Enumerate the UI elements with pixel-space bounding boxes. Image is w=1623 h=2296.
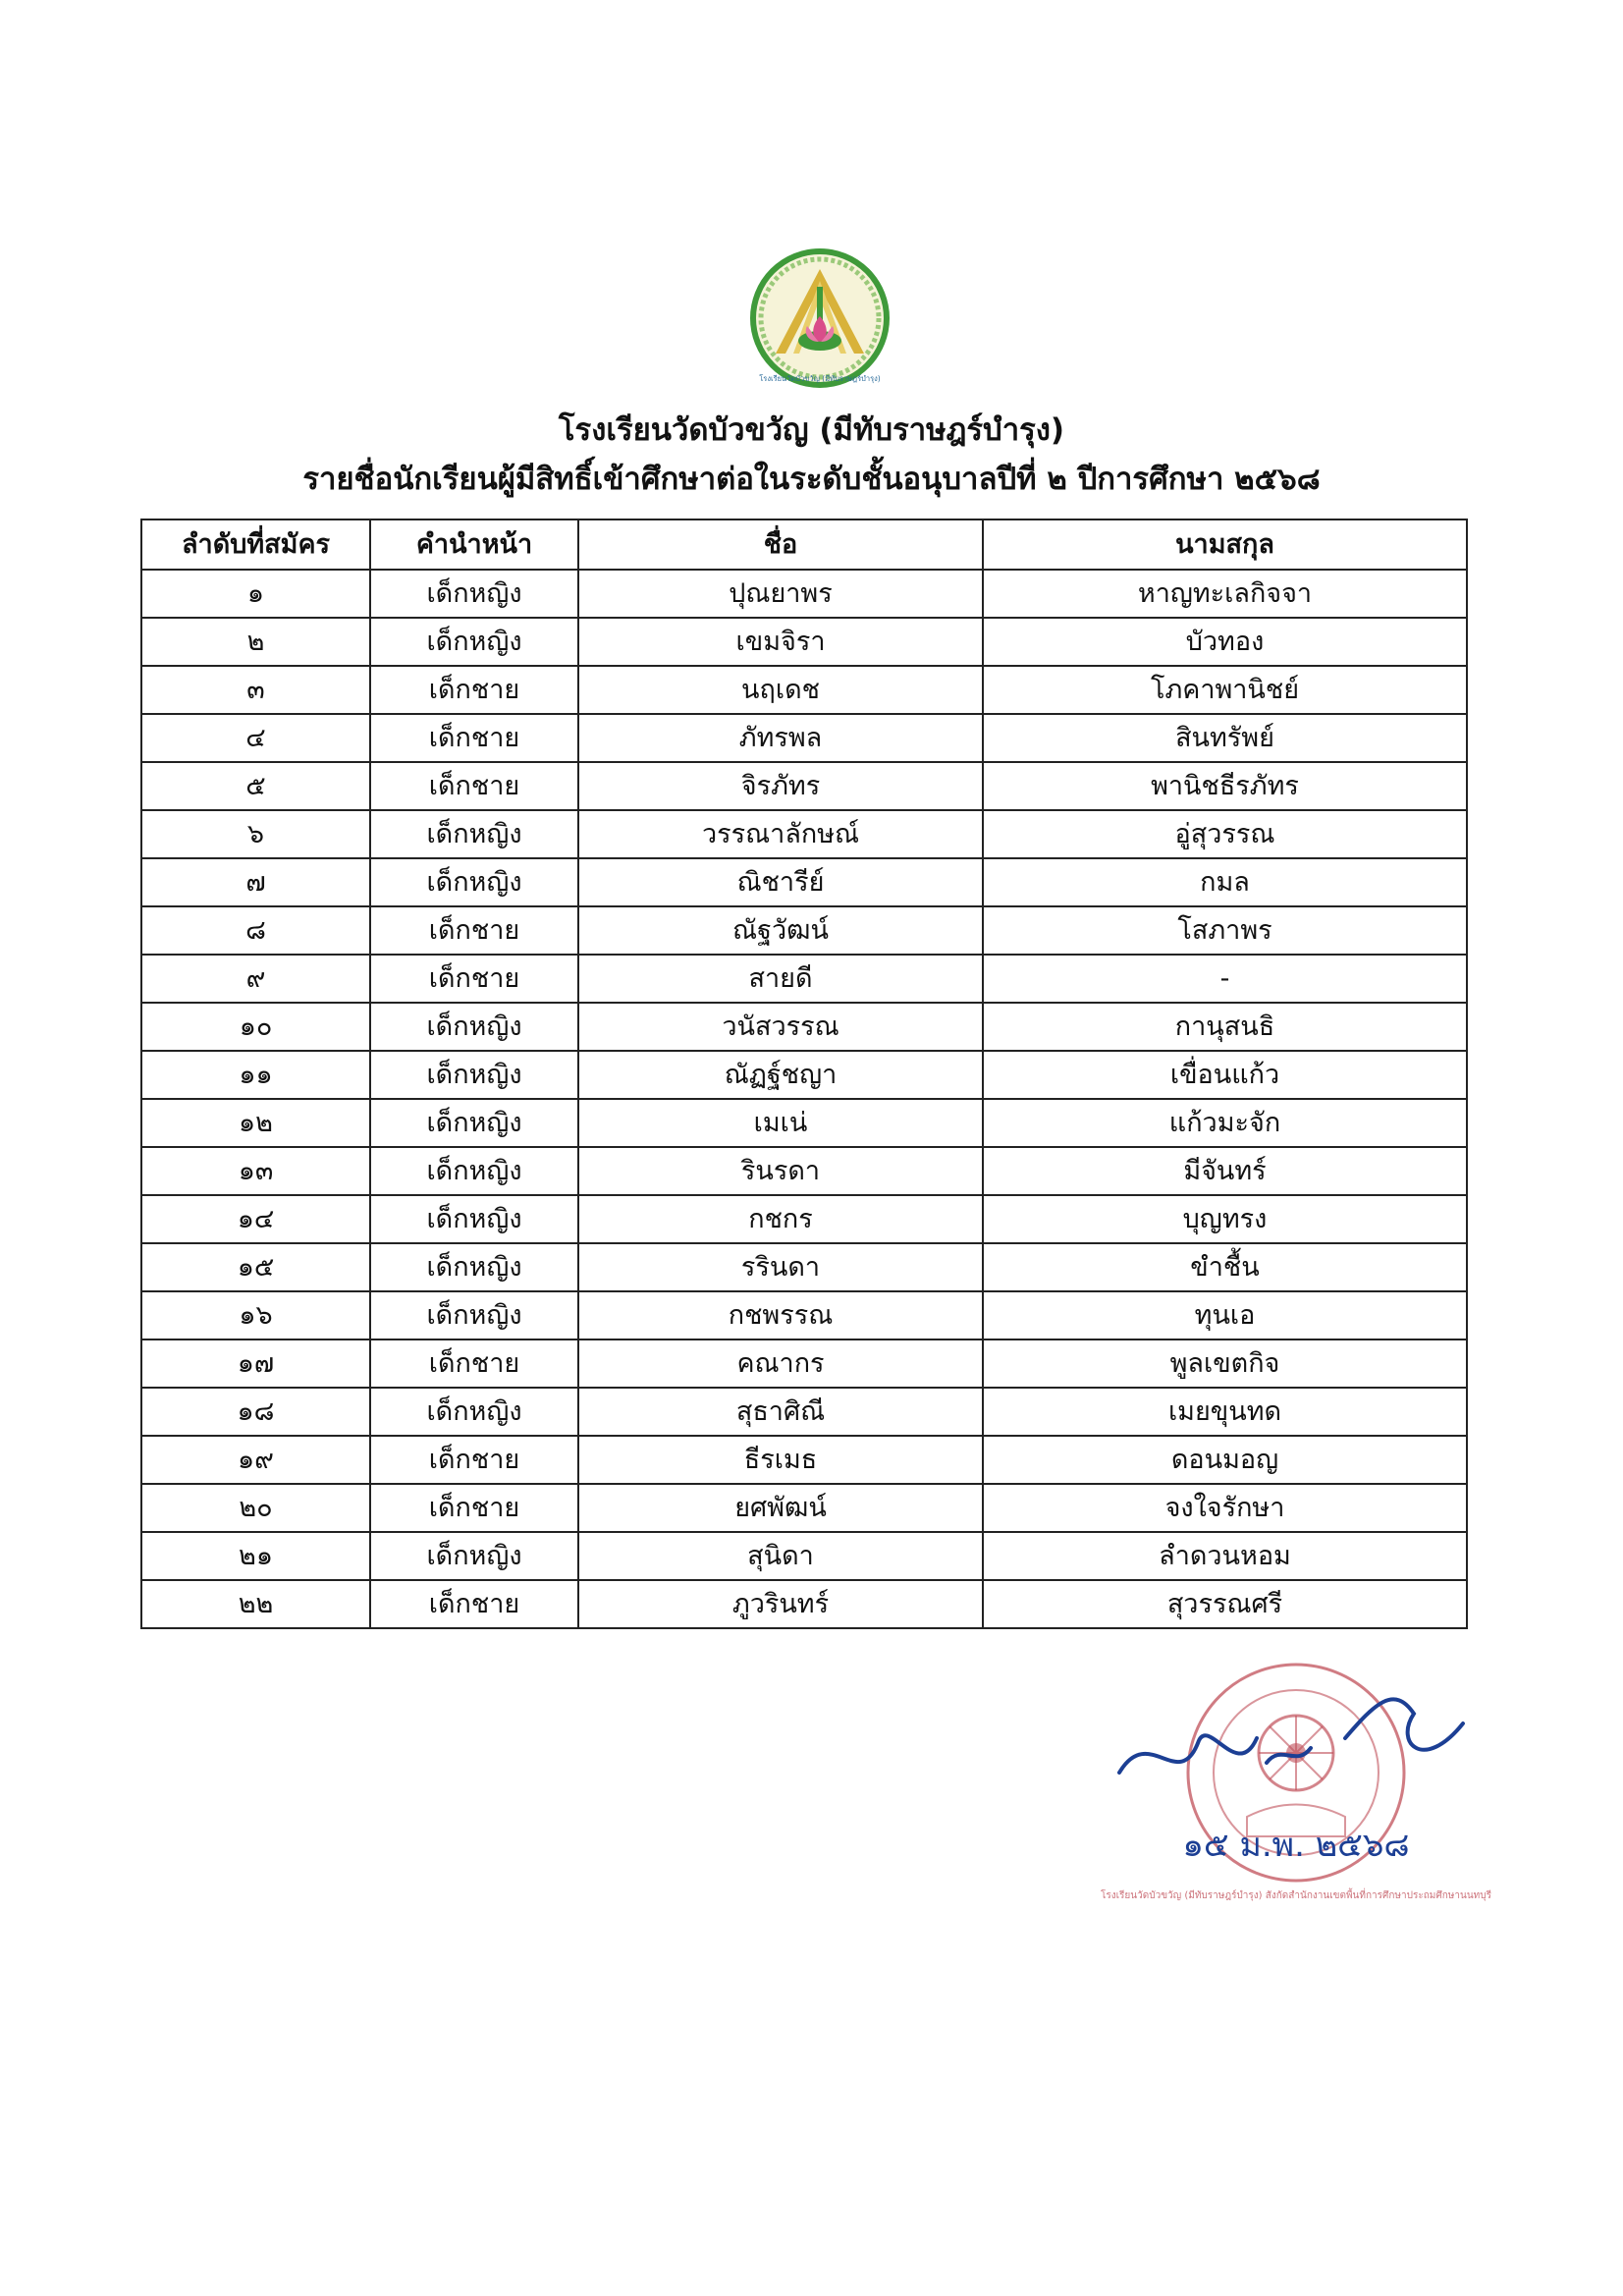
cell-order: ๒๒ [141,1580,370,1628]
table-row [141,1195,1467,1243]
cell-last-name: กานุสนธิ [983,1003,1467,1051]
cell-last-name: มีจันทร์ [983,1147,1467,1195]
cell-prefix: เด็กชาย [370,1436,578,1484]
cell-order: ๕ [141,762,370,810]
cell-last-name: บุญทรง [983,1195,1467,1243]
table-row [141,1580,1467,1628]
cell-order: ๓ [141,666,370,714]
cell-first-name: นฤเดช [578,666,983,714]
cell-prefix: เด็กหญิง [370,1532,578,1580]
table-row [141,570,1467,618]
cell-first-name: สุธาศิณี [578,1388,983,1436]
cell-first-name: จิรภัทร [578,762,983,810]
cell-order: ๑๘ [141,1388,370,1436]
student-table [140,519,1468,1629]
cell-last-name: โสภาพร [983,906,1467,955]
column-header-order: ลำดับที่สมัคร [141,519,370,570]
table-row [141,1243,1467,1291]
cell-last-name: โภคาพานิชย์ [983,666,1467,714]
cell-last-name: สินทรัพย์ [983,714,1467,762]
cell-last-name: เมยขุนทด [983,1388,1467,1436]
cell-last-name: บัวทอง [983,618,1467,666]
cell-prefix: เด็กชาย [370,1484,578,1532]
cell-first-name: ณิชารีย์ [578,858,983,906]
cell-last-name: หาญทะเลกิจจา [983,570,1467,618]
table-row [141,1436,1467,1484]
cell-first-name: ณัฐวัฒน์ [578,906,983,955]
cell-order: ๑๐ [141,1003,370,1051]
cell-order: ๑๒ [141,1099,370,1147]
cell-order: ๒๑ [141,1532,370,1580]
cell-last-name: ลำดวนหอม [983,1532,1467,1580]
table-row [141,714,1467,762]
school-name: โรงเรียนวัดบัวขวัญ (มีทับราษฎร์บำรุง) [558,412,1065,448]
cell-order: ๙ [141,955,370,1003]
cell-order: ๑๕ [141,1243,370,1291]
cell-prefix: เด็กหญิง [370,1003,578,1051]
cell-prefix: เด็กหญิง [370,810,578,858]
cell-prefix: เด็กชาย [370,714,578,762]
cell-order: ๗ [141,858,370,906]
cell-last-name: กมล [983,858,1467,906]
cell-first-name: ภัทรพล [578,714,983,762]
cell-first-name: ยศพัฒน์ [578,1484,983,1532]
cell-last-name: สุวรรณศรี [983,1580,1467,1628]
table-row [141,810,1467,858]
cell-prefix: เด็กหญิง [370,1291,578,1339]
table-body [141,570,1467,1628]
cell-prefix: เด็กชาย [370,762,578,810]
cell-order: ๑๓ [141,1147,370,1195]
table-row [141,1339,1467,1388]
cell-last-name: - [983,955,1467,1003]
table-row [141,666,1467,714]
cell-prefix: เด็กชาย [370,666,578,714]
table-row [141,1484,1467,1532]
signature-date: ๑๕ ม.พ. ๒๕๖๘ [1182,1826,1410,1865]
cell-last-name: ดอนมอญ [983,1436,1467,1484]
cell-first-name: คณากร [578,1339,983,1388]
cell-order: ๖ [141,810,370,858]
cell-first-name: วนัสวรรณ [578,1003,983,1051]
page-title: รายชื่อนักเรียนผู้มีสิทธิ์เข้าศึกษาต่อในระดับชั้นอนุบาลปีที่ ๒ ปีการศึกษา ๒๕๖๘ [302,462,1321,497]
cell-prefix: เด็กหญิง [370,1051,578,1099]
cell-last-name: พูลเขตกิจ [983,1339,1467,1388]
cell-first-name: กชกร [578,1195,983,1243]
cell-prefix: เด็กหญิง [370,1243,578,1291]
cell-order: ๑๑ [141,1051,370,1099]
cell-order: ๑๙ [141,1436,370,1484]
cell-last-name: ทุนเอ [983,1291,1467,1339]
column-header-last-name: นามสกุล [983,519,1467,570]
cell-first-name: สุนิดา [578,1532,983,1580]
cell-first-name: เขมจิรา [578,618,983,666]
cell-prefix: เด็กชาย [370,955,578,1003]
cell-last-name: อู่สุวรรณ [983,810,1467,858]
table-header-row [141,519,1467,570]
table-row [141,955,1467,1003]
cell-prefix: เด็กชาย [370,906,578,955]
table-row [141,1003,1467,1051]
cell-last-name: จงใจรักษา [983,1484,1467,1532]
cell-last-name: ขำชื้น [983,1243,1467,1291]
stamp-text: โรงเรียนวัดบัวขวัญ (มีทับราษฎร์บำรุง) สังกัดสำนักงานเขตพื้นที่การศึกษาประถมศึกษานนทบุรี [1101,1890,1491,1901]
cell-prefix: เด็กชาย [370,1339,578,1388]
cell-prefix: เด็กหญิง [370,1195,578,1243]
table-row [141,618,1467,666]
cell-first-name: กชพรรณ [578,1291,983,1339]
cell-prefix: เด็กหญิง [370,1388,578,1436]
cell-first-name: สายดี [578,955,983,1003]
cell-first-name: รรินดา [578,1243,983,1291]
cell-order: ๒ [141,618,370,666]
cell-order: ๑๔ [141,1195,370,1243]
cell-first-name: เมเน่ [578,1099,983,1147]
cell-last-name: แก้วมะจัก [983,1099,1467,1147]
cell-first-name: ปุณยาพร [578,570,983,618]
school-logo [746,247,893,395]
cell-first-name: รินรดา [578,1147,983,1195]
cell-prefix: เด็กชาย [370,1580,578,1628]
table-row [141,906,1467,955]
cell-order: ๔ [141,714,370,762]
cell-prefix: เด็กหญิง [370,1147,578,1195]
cell-order: ๑๗ [141,1339,370,1388]
table-row [141,1291,1467,1339]
cell-prefix: เด็กหญิง [370,1099,578,1147]
cell-order: ๑๖ [141,1291,370,1339]
table-row [141,1147,1467,1195]
signature-and-seal [1100,1645,1512,1959]
cell-prefix: เด็กหญิง [370,618,578,666]
cell-prefix: เด็กหญิง [370,570,578,618]
cell-first-name: ณัฏฐ์ชญา [578,1051,983,1099]
table-row [141,1532,1467,1580]
logo-caption: โรงเรียนวัดบัวขวัญ (มีทับราษฎร์บำรุง) [759,374,881,383]
cell-first-name: ธีรเมธ [578,1436,983,1484]
table-row [141,762,1467,810]
table-row [141,1388,1467,1436]
cell-last-name: เขื่อนแก้ว [983,1051,1467,1099]
cell-first-name: ภูวรินทร์ [578,1580,983,1628]
cell-order: ๑ [141,570,370,618]
cell-first-name: วรรณาลักษณ์ [578,810,983,858]
cell-prefix: เด็กหญิง [370,858,578,906]
table-row [141,1099,1467,1147]
column-header-first-name: ชื่อ [578,519,983,570]
column-header-prefix: คำนำหน้า [370,519,578,570]
cell-order: ๘ [141,906,370,955]
cell-last-name: พานิชธีรภัทร [983,762,1467,810]
table-row [141,858,1467,906]
cell-order: ๒๐ [141,1484,370,1532]
table-row [141,1051,1467,1099]
